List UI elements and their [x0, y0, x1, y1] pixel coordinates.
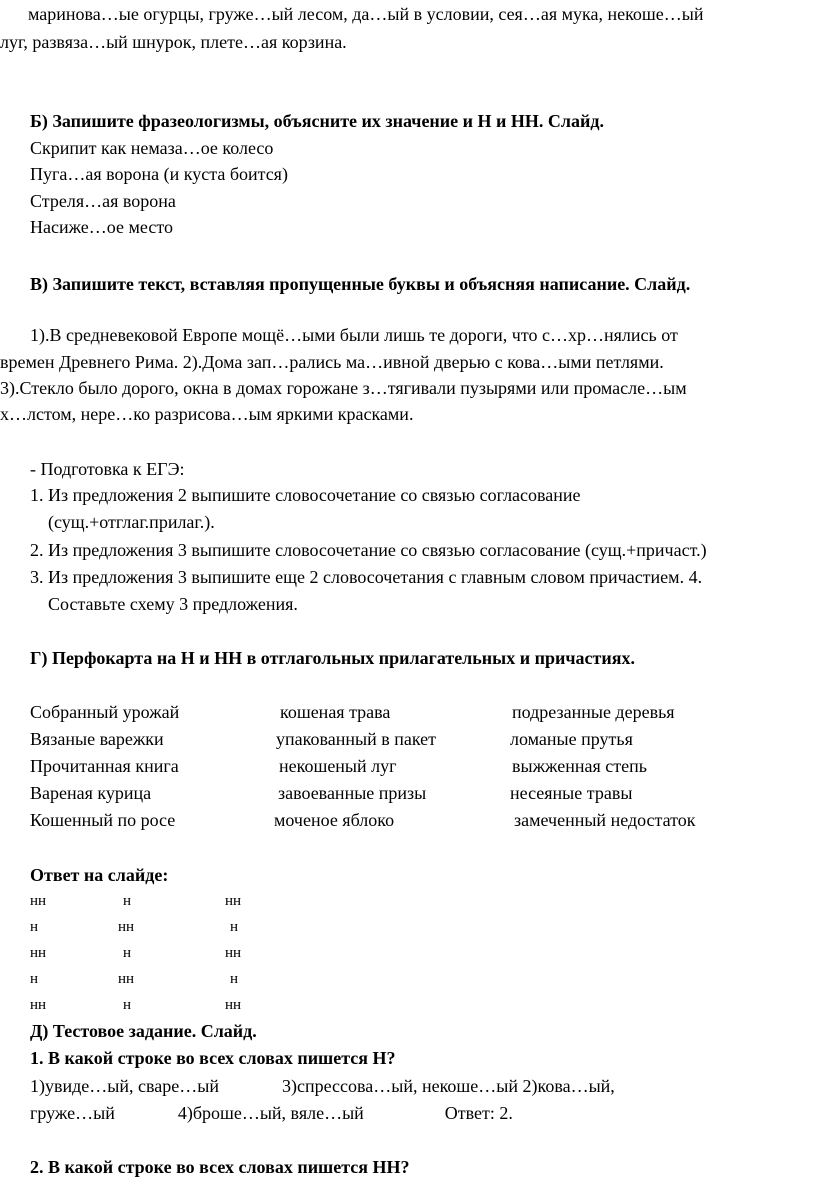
answer-cell: н	[230, 971, 239, 987]
prep-task: Составьте схему 3 предложения.	[48, 594, 298, 614]
answer-cell: н	[230, 919, 239, 935]
section-v-text-line: времен Древнего Рима. 2).Дома зап…рались ма…ивной дверью с кова…ыми петлями.	[0, 352, 664, 372]
section-v-text-line: 3).Стекло было дорого, окна в домах горожане з…тягивали пузырями или промасле…ым	[0, 378, 687, 398]
answer-cell: нн	[225, 997, 242, 1013]
answer-cell: нн	[225, 945, 242, 961]
perfocard-cell: Прочитанная книга	[30, 756, 179, 776]
answer-cell: нн	[30, 997, 47, 1013]
answer-title: Ответ на слайде:	[30, 865, 169, 885]
prep-task: (сущ.+отглаг.прилаг.).	[48, 512, 215, 532]
section-b-item: Стреля…ая ворона	[30, 191, 176, 211]
question-1: 1. В какой строке во всех словах пишется Н?	[30, 1048, 396, 1068]
perfocard-cell: Вареная курица	[30, 783, 152, 803]
intro-line-2: луг, развяза…ый шнурок, плете…ая корзина.	[0, 32, 347, 52]
answer-cell: нн	[118, 971, 135, 987]
answer-cell: нн	[225, 893, 242, 909]
prep-title: - Подготовка к ЕГЭ:	[30, 459, 185, 479]
answer-cell: н	[123, 893, 132, 909]
answer-cell: нн	[30, 893, 47, 909]
answer-cell: нн	[30, 945, 47, 961]
perfocard-cell: несеяные травы	[510, 783, 633, 803]
section-b-item: Пуга…ая ворона (и куста боится)	[30, 164, 288, 184]
section-d-heading: Д) Тестовое задание. Слайд.	[30, 1021, 257, 1041]
answer-cell: н	[123, 997, 132, 1013]
perfocard-cell: моченое яблоко	[274, 810, 395, 830]
perfocard-cell: выжженная степь	[512, 756, 647, 776]
answer-cell: н	[30, 971, 39, 987]
question-1-options-line: 1)увиде…ый, сваре…ый 3)спрессова…ый, некоше…ый 2)кова…ый,	[30, 1076, 615, 1096]
perfocard-cell: некошеный луг	[279, 756, 397, 776]
answer-cell: н	[30, 919, 39, 935]
prep-task: 2. Из предложения 3 выпишите словосочетание со связью согласование (сущ.+причаст.)	[30, 540, 707, 560]
question-1-options-line: груже…ый 4)броше…ый, вяле…ый Ответ: 2.	[30, 1103, 513, 1123]
intro-line-1: маринова…ые огурцы, груже…ый лесом, да…ый в условии, сея…ая мука, некоше…ый	[28, 4, 704, 24]
perfocard-cell: завоеванные призы	[278, 783, 427, 803]
section-b-heading: Б) Запишите фразеологизмы, объясните их значение и Н и НН. Слайд.	[30, 111, 604, 131]
answer-cell: нн	[118, 919, 135, 935]
section-v-text-line: 1).В средневековой Европе мощё…ыми были лишь те дороги, что с…хр…нялись от	[30, 325, 678, 345]
section-b-item: Скрипит как немаза…ое колесо	[30, 138, 274, 158]
perfocard-cell: подрезанные деревья	[512, 702, 675, 722]
perfocard-cell: упакованный в пакет	[276, 729, 436, 749]
perfocard-cell: кошеная трава	[280, 702, 391, 722]
perfocard-cell: Кошенный по росе	[30, 810, 176, 830]
perfocard-cell: ломаные прутья	[510, 729, 633, 749]
section-v-text-line: х…лстом, нере…ко разрисова…ым яркими красками.	[0, 404, 414, 424]
perfocard-cell: замеченный недостаток	[514, 810, 696, 830]
section-b-item: Насиже…ое место	[30, 217, 173, 237]
section-v-heading: В) Запишите текст, вставляя пропущенные буквы и объясняя написание. Слайд.	[30, 274, 691, 294]
perfocard-cell: Собранный урожай	[30, 702, 180, 722]
prep-task: 1. Из предложения 2 выпишите словосочетание со связью согласование	[30, 485, 581, 505]
prep-task: 3. Из предложения 3 выпишите еще 2 словосочетания с главным словом причастием. 4.	[30, 567, 703, 587]
section-g-heading: Г) Перфокарта на Н и НН в отглагольных прилагательных и причастиях.	[30, 648, 635, 668]
question-2: 2. В какой строке во всех словах пишется НН?	[30, 1157, 410, 1177]
answer-cell: н	[123, 945, 132, 961]
perfocard-cell: Вязаные варежки	[30, 729, 164, 749]
